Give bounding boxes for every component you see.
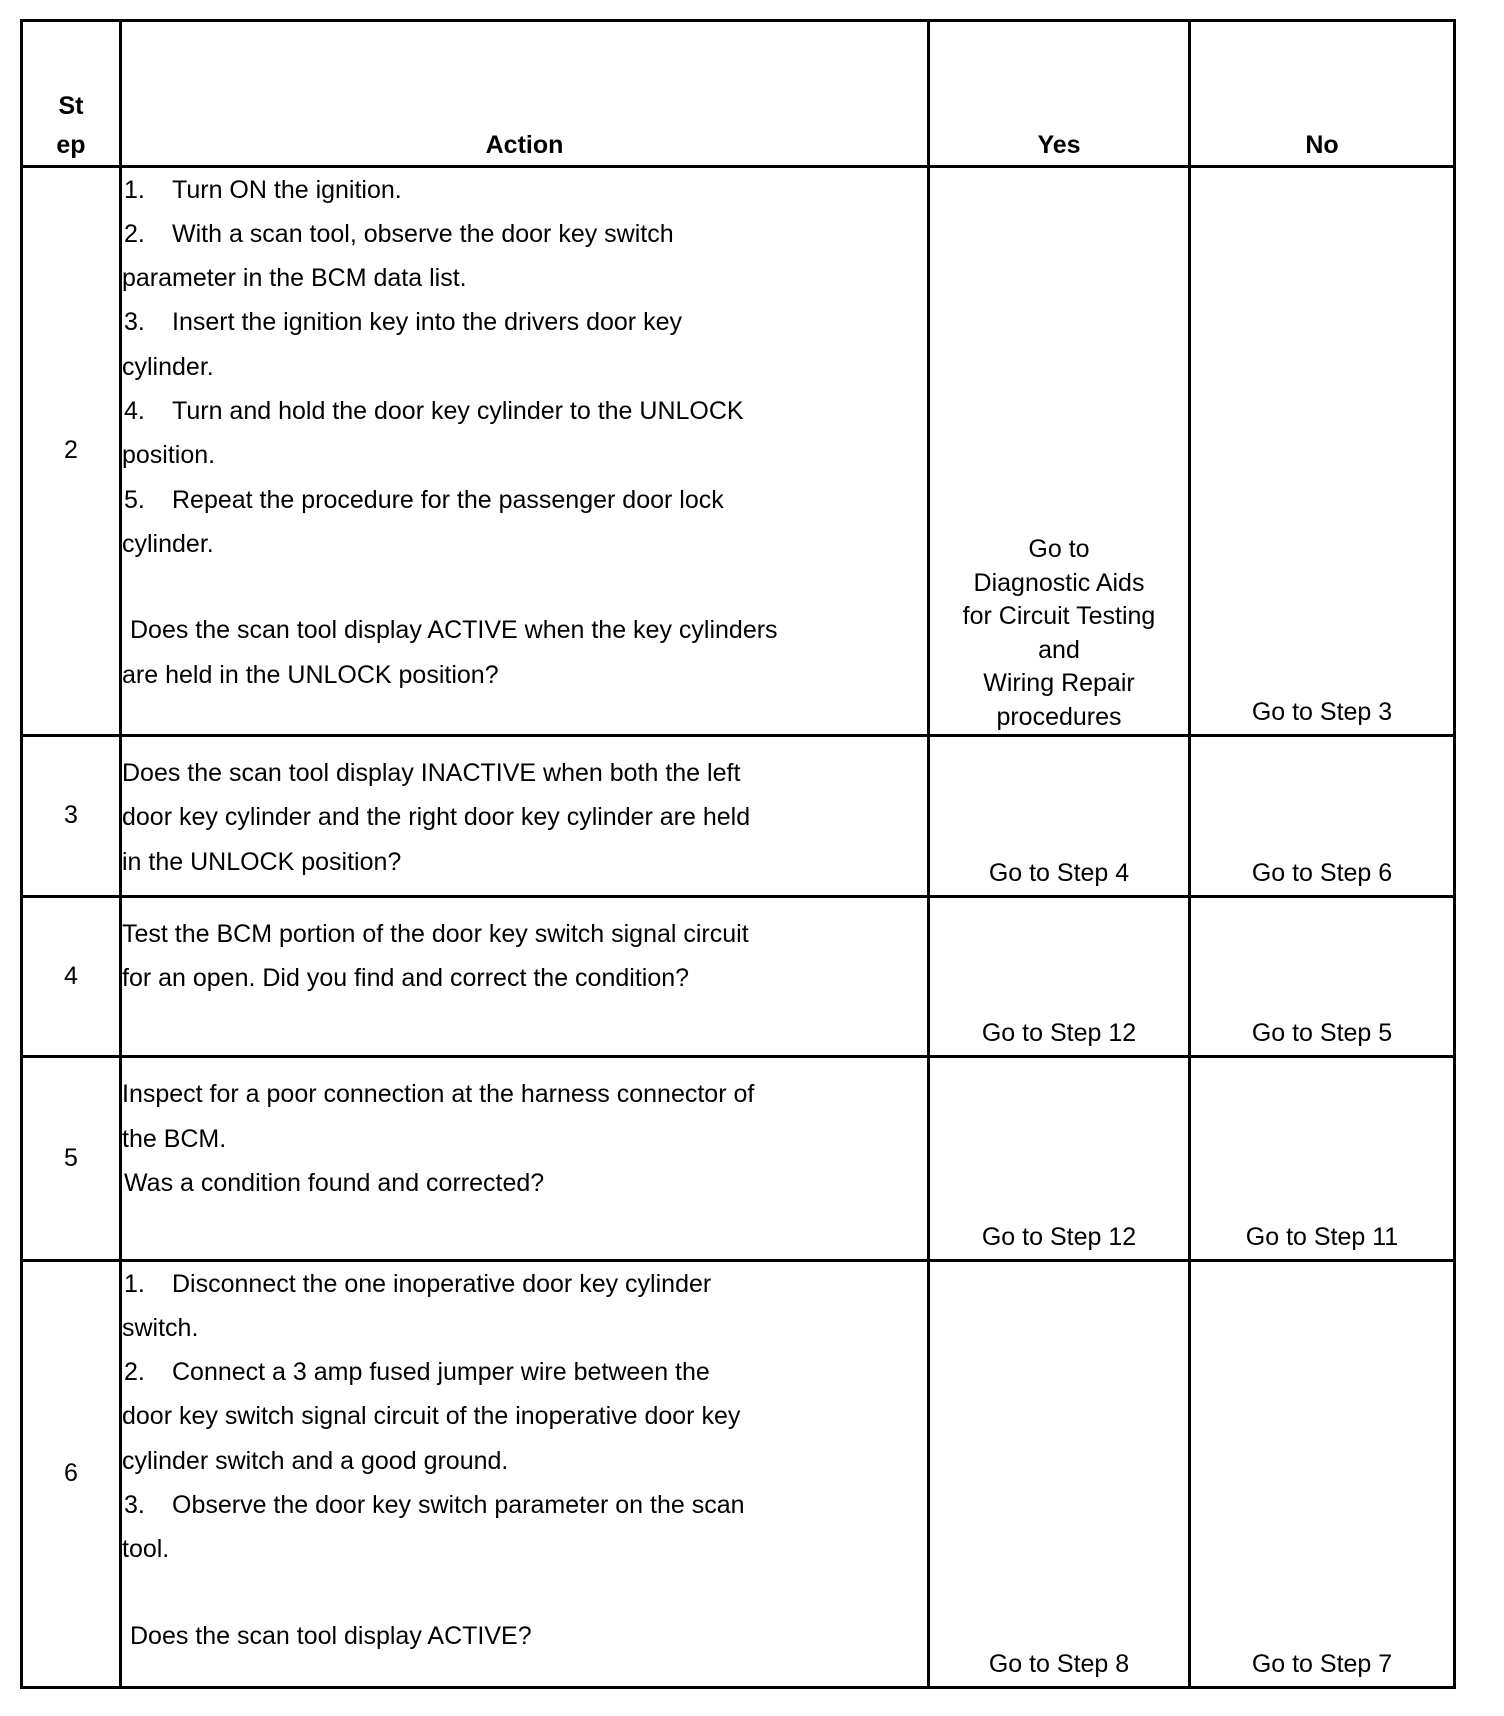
- step-number: 6: [22, 1260, 121, 1687]
- step-header: St ep: [22, 21, 121, 167]
- no-cell: Go to Step 11: [1190, 1057, 1455, 1260]
- no-cell: Go to Step 6: [1190, 736, 1455, 897]
- table-row: [22, 896, 1455, 1057]
- procedure-step: 5. Repeat the procedure for the passenger door lock: [124, 485, 724, 514]
- action-cell: Does the scan tool display INACTIVE when both the left door key cylinder and the right door key cylinder are held in the UNLOCK position?: [121, 736, 929, 897]
- procedure-step: 4. Turn and hold the door key cylinder to the UNLOCK: [124, 397, 744, 426]
- step-number: 5: [22, 1057, 121, 1260]
- question-text: Does the scan tool display ACTIVE when the key cylinders: [130, 616, 778, 645]
- table-row: [22, 1260, 1455, 1687]
- yes-header: Yes: [929, 21, 1190, 167]
- action-cell: 1. Turn ON the ignition. 2. With a scan tool, observe the door key switch parameter in the BCM data list. 3. Insert the ignition key into the drivers door key cylinder. 4. Turn and hold the door key cylinder to the UNLOCK position. 5. Repeat the procedure for the passenger door lock cylinder. Does the scan tool display ACTIVE when the key cylinders are held in the UNLOCK position?: [121, 166, 929, 736]
- yes-cell: Go to Step 4: [929, 736, 1190, 897]
- table-row: [22, 1057, 1455, 1260]
- no-header: No: [1190, 21, 1455, 167]
- procedure-step: 3. Insert the ignition key into the drivers door key: [124, 308, 682, 337]
- yes-cell: Go to Step 8: [929, 1260, 1190, 1687]
- yes-cell: Go to Step 12: [929, 896, 1190, 1057]
- step-number: 3: [22, 736, 121, 897]
- action-cell: Inspect for a poor connection at the harness connector of the BCM. Was a condition found and corrected?: [121, 1057, 929, 1260]
- procedure-step: 1. Disconnect the one inoperative door key cylinder: [124, 1269, 712, 1298]
- diagnostic-table: [20, 19, 1456, 1689]
- yes-cell: Go to Diagnostic Aids for Circuit Testing and Wiring Repair procedures: [929, 166, 1190, 736]
- no-cell: Go to Step 3: [1190, 166, 1455, 736]
- question-text: Does the scan tool display ACTIVE?: [130, 1621, 532, 1650]
- procedure-step: 2. With a scan tool, observe the door key switch: [124, 219, 674, 248]
- procedure-step: 1. Turn ON the ignition.: [124, 175, 402, 204]
- no-cell: Go to Step 5: [1190, 896, 1455, 1057]
- table-row: [22, 166, 1455, 736]
- table-row: [22, 736, 1455, 897]
- step-number: 4: [22, 896, 121, 1057]
- header-row: [22, 21, 1455, 167]
- action-header: Action: [121, 21, 929, 167]
- step-number: 2: [22, 166, 121, 736]
- no-cell: Go to Step 7: [1190, 1260, 1455, 1687]
- action-cell: 1. Disconnect the one inoperative door key cylinder switch. 2. Connect a 3 amp fused jumper wire between the door key switch signal circuit of the inoperative door key cylinder switch and a good ground. 3. Observe the door key switch parameter on the scan tool. Does the scan tool display ACTIVE?: [121, 1260, 929, 1687]
- action-cell: Test the BCM portion of the door key switch signal circuit for an open. Did you find and correct the condition?: [121, 896, 929, 1057]
- procedure-step: 3. Observe the door key switch parameter on the scan: [124, 1491, 745, 1520]
- yes-cell: Go to Step 12: [929, 1057, 1190, 1260]
- procedure-step: 2. Connect a 3 amp fused jumper wire between the: [124, 1358, 710, 1387]
